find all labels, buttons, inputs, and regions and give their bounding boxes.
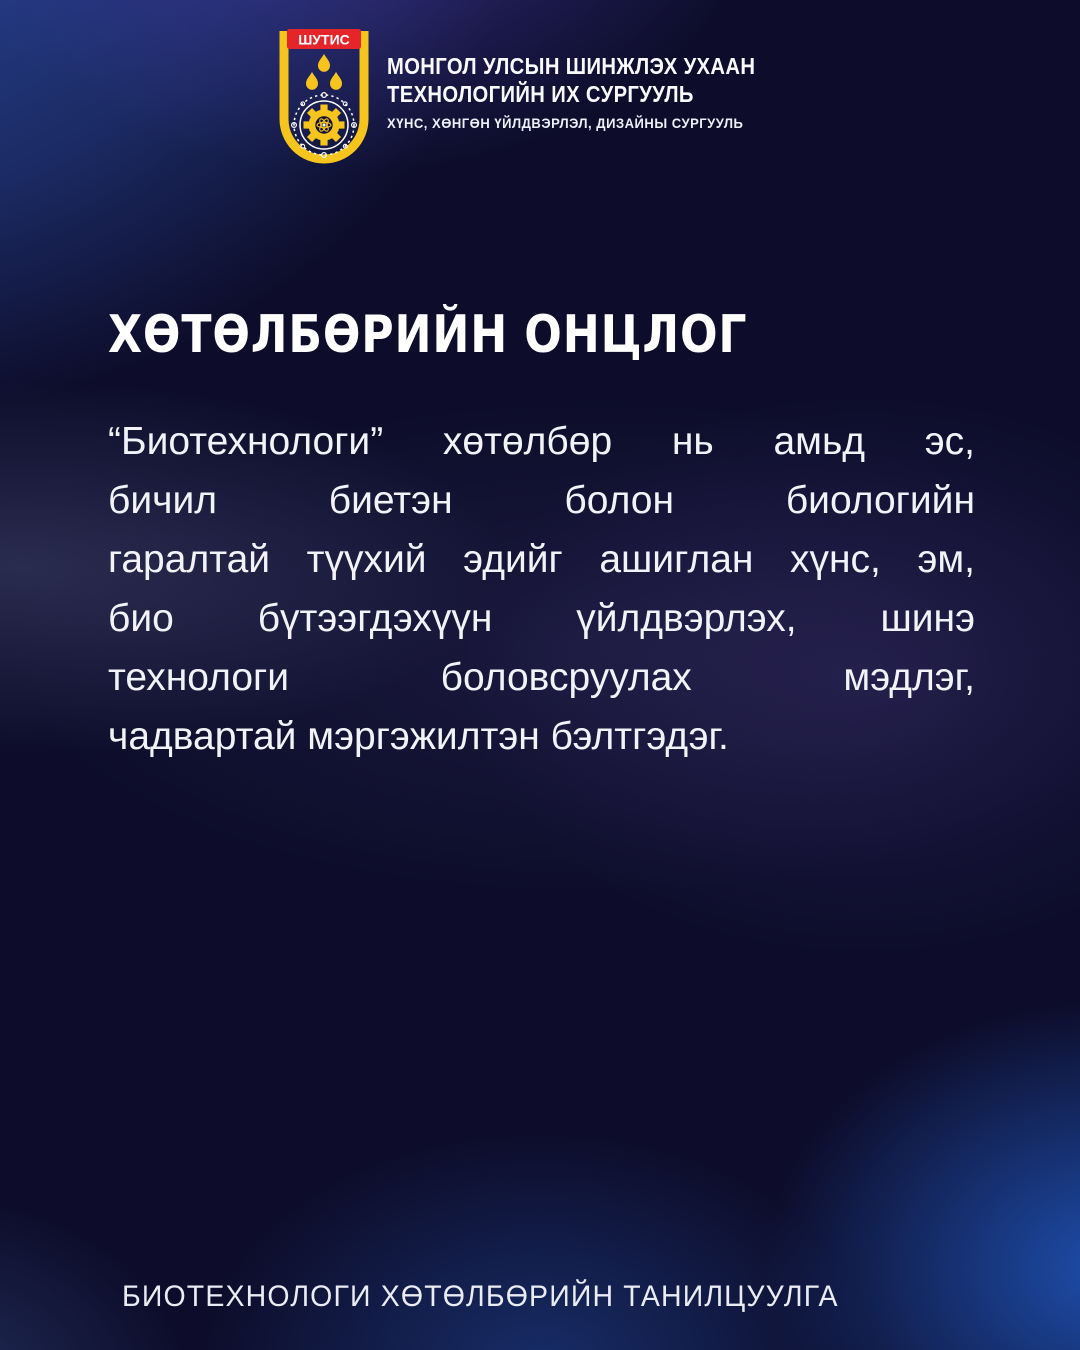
body-line: чадвартай мэргэжилтэн бэлтгэдэг.	[108, 715, 729, 758]
body-line: гаралтай түүхий эдийг ашиглан хүнс, эм,	[108, 538, 975, 581]
university-name-line1: МОНГОЛ УЛСЫН ШИНЖЛЭХ УХААН	[387, 53, 756, 79]
university-name-block	[387, 28, 806, 131]
program-description	[108, 412, 975, 766]
body-line: технологи боловсруулах мэдлэг,	[108, 656, 975, 699]
footer-caption: БИОТЕХНОЛОГИ ХӨТӨЛБӨРИЙН ТАНИЛЦУУЛГА	[122, 1280, 839, 1313]
school-name-line: ХҮНС, ХӨНГӨН ҮЙЛДВЭРЛЭЛ, ДИЗАЙНЫ СУРГУУЛЬ	[387, 115, 744, 131]
page-title: ХӨТӨЛБӨРИЙН ОНЦЛОГ	[108, 305, 748, 365]
body-line: “Биотехнологи” хөтөлбөр нь амьд эс,	[108, 420, 975, 463]
header	[0, 28, 1080, 166]
shutis-university-logo-icon	[274, 28, 374, 166]
logo-banner-text: ШУТИС	[298, 31, 350, 48]
logo-drops-icon	[306, 54, 342, 90]
body-line: бичил биетэн болон биологийн	[108, 479, 975, 522]
university-name-line2: ТЕХНОЛОГИЙН ИХ СУРГУУЛЬ	[387, 81, 695, 107]
logo-gear-emblem-icon	[292, 93, 357, 158]
body-line: био бүтээгдэхүүн үйлдвэрлэх, шинэ	[108, 597, 975, 640]
